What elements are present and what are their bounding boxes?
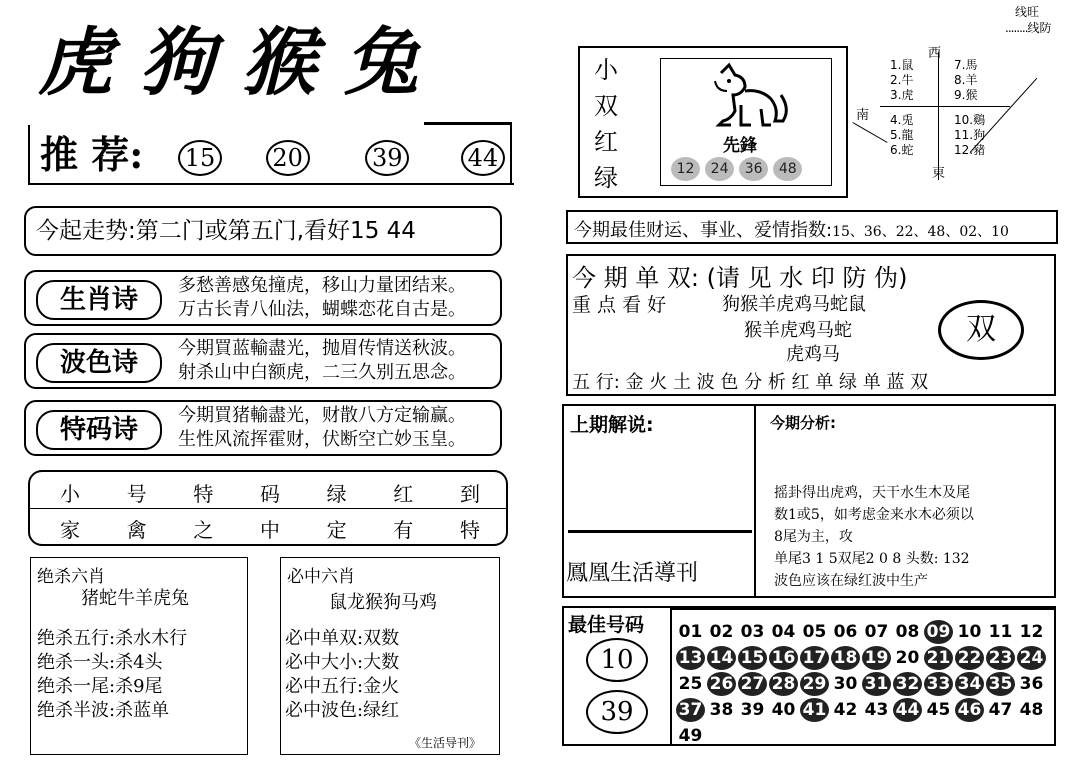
kill-row [37, 624, 187, 650]
number-ball: 18 [831, 646, 860, 670]
kill-row-value: 杀4头 [115, 652, 163, 673]
trend-box [24, 206, 502, 256]
grid-char: 特 [193, 482, 214, 506]
xiaoshuang-char: 绿 [594, 164, 618, 192]
poem-line: 射杀山中白额虎，二三久别五思念。 [178, 362, 466, 383]
grid-char: 小 [60, 482, 80, 506]
best-box [562, 606, 1056, 746]
number-ball: 20 [895, 648, 920, 668]
number-ball: 02 [709, 622, 734, 642]
number-ball: 38 [709, 700, 734, 720]
must-row [285, 696, 399, 722]
must-title: 必中六肖 [287, 567, 355, 587]
must-row [285, 648, 399, 674]
poem-line: 万古长青八仙法，蝴蝶恋花自古是。 [178, 299, 466, 320]
number-ball: 46 [955, 698, 984, 722]
poem-box-special [24, 400, 502, 456]
recommend-number: 44 [461, 140, 505, 176]
poem-line: 今期買猪輸盡光，财散八方定输赢。 [178, 405, 466, 426]
must-row-value: 绿红 [363, 700, 400, 721]
compass-item: 4.兎 [890, 113, 914, 127]
number-ball: 17 [800, 646, 829, 670]
number-ball: 19 [862, 646, 891, 670]
number-ball: 07 [864, 622, 889, 642]
brand: 鳳凰生活導刊 [566, 561, 699, 586]
grid-char: 有 [393, 518, 414, 542]
danshuang-badge: 双 [938, 300, 1024, 360]
number-ball: 21 [924, 646, 953, 670]
recommend-label: 推 荐: [40, 132, 144, 177]
grid-divider [30, 508, 506, 509]
grid-char: 家 [60, 518, 80, 542]
number-ball: 45 [926, 700, 951, 720]
number-ball: 31 [862, 672, 891, 696]
number-ball: 16 [769, 646, 798, 670]
corner-line-text: 线防 [1027, 21, 1052, 35]
page-title: 虎狗猴兔 [38, 20, 446, 106]
number-ball: 26 [707, 672, 736, 696]
grid-char: 到 [459, 482, 480, 506]
xianfeng-label: 先鋒 [723, 136, 757, 156]
must-animals: 鼠龙猴狗马鸡 [329, 592, 437, 613]
recommend-numbers [178, 140, 505, 176]
grid-char: 禽 [126, 518, 147, 542]
must-row-key: 必中单双: [285, 628, 364, 649]
compass-item: 8.羊 [954, 73, 978, 87]
kill-row [37, 696, 169, 722]
poem-line: 多愁善感兔撞虎，移山力量团结来。 [178, 275, 466, 296]
number-ball: 12 [1019, 622, 1044, 642]
analysis-box [562, 404, 1056, 598]
number-ball: 13 [676, 646, 705, 670]
corner-line: 线旺 [1015, 5, 1040, 19]
analysis-line: 摇卦得出虎鸡，天干水生木及尾 [774, 485, 970, 501]
number-ball: 36 [1019, 674, 1044, 694]
number-ball: 47 [988, 700, 1013, 720]
danshuang-box [566, 254, 1056, 396]
number-ball: 44 [893, 698, 922, 722]
analysis-divider [754, 406, 756, 596]
compass-item: 12.豬 [954, 143, 986, 157]
kill-row-key: 绝杀五行: [37, 628, 116, 649]
danshuang-line: 狗猴羊虎鸡马蛇鼠 [722, 294, 866, 315]
grid-row [60, 478, 480, 507]
grid-text-box [28, 470, 508, 546]
number-ball: 06 [833, 622, 858, 642]
compass-item: 3.虎 [890, 88, 914, 102]
compass-vline [938, 52, 939, 180]
best-pick: 10 [586, 638, 648, 682]
number-ball: 49 [678, 726, 703, 746]
danshuang-title: 今 期 单 双: (请 见 水 印 防 伪) [572, 264, 908, 292]
number-ball: 35 [986, 672, 1015, 696]
must-row [285, 672, 399, 698]
xianfeng-ball: 24 [705, 157, 734, 181]
number-ball: 01 [678, 622, 703, 642]
grid-char: 绿 [326, 482, 347, 506]
index-line [574, 216, 1009, 242]
grid-char: 定 [326, 518, 347, 542]
compass-item: 5.龍 [890, 128, 914, 142]
compass-diag [852, 122, 887, 143]
best-grid-row [676, 646, 1052, 672]
number-ball: 05 [802, 622, 827, 642]
kill-animals: 猪蛇牛羊虎兔 [81, 588, 189, 609]
kill-row-value: 杀水木行 [115, 628, 188, 649]
poem-label: 波色诗 [36, 343, 162, 383]
xiaoshuang-char: 红 [594, 128, 618, 156]
compass-right-list [954, 58, 985, 158]
xianfeng-box [660, 58, 832, 186]
compass-item: 6.蛇 [890, 143, 914, 157]
kill-row [37, 672, 163, 698]
kill-row-key: 绝杀半波: [37, 700, 116, 721]
kill-row-key: 绝杀一头: [37, 652, 116, 673]
xiaoshuang-char: 小 [594, 56, 618, 84]
best-grid-row [676, 672, 1052, 698]
must-row-key: 必中五行: [285, 676, 364, 697]
number-ball: 09 [924, 620, 953, 644]
index-label: 今期最佳财运、事业、爱情指数: [574, 220, 833, 241]
index-box [566, 210, 1058, 244]
analysis-underline [568, 530, 752, 533]
number-ball: 10 [957, 622, 982, 642]
compass-east: 東 [932, 166, 946, 181]
xianfeng-ball: 36 [739, 157, 768, 181]
best-grid-row [676, 724, 1052, 746]
poem-line: 生性风流挥霍财，伏断空亡妙玉皇。 [178, 429, 466, 450]
poem-line: 今期買蓝輸盡光，抛眉传情送秋波。 [178, 338, 466, 359]
number-ball: 15 [738, 646, 767, 670]
number-ball: 23 [986, 646, 1015, 670]
number-ball: 48 [1019, 700, 1044, 720]
best-grid-row [676, 698, 1052, 724]
number-ball: 14 [707, 646, 736, 670]
grid-char: 中 [259, 518, 280, 542]
recommend-rightline [510, 122, 512, 185]
grid-char: 之 [193, 518, 214, 542]
number-ball: 41 [800, 698, 829, 722]
poem-box-zodiac [24, 270, 502, 326]
xiaoshuang-char: 双 [594, 92, 618, 120]
danshuang-line: 虎鸡马 [786, 344, 840, 365]
number-ball: 34 [955, 672, 984, 696]
poem-label: 特码诗 [36, 410, 162, 450]
number-ball: 37 [676, 698, 705, 722]
compass-item: 10.鷄 [954, 113, 986, 127]
number-ball: 33 [924, 672, 953, 696]
number-ball: 39 [740, 700, 765, 720]
must-box [280, 557, 500, 755]
poem-label: 生肖诗 [36, 280, 162, 320]
analysis-line: 单尾3 1 5双尾2 0 8 头数: 132 [774, 551, 970, 567]
dog-icon [701, 61, 791, 131]
number-ball: 03 [740, 622, 765, 642]
xianfeng-numbers [671, 157, 802, 181]
compass-west: 西 [928, 46, 942, 61]
danshuang-focus-label: 重 点 看 好 [572, 294, 667, 316]
grid-char: 红 [393, 482, 414, 506]
number-ball: 11 [988, 622, 1013, 642]
must-row [285, 624, 399, 650]
number-ball: 25 [678, 674, 703, 694]
compass-item: 11.狗 [954, 128, 986, 142]
grid-char: 特 [459, 518, 480, 542]
number-ball: 40 [771, 700, 796, 720]
must-row-value: 双数 [363, 628, 400, 649]
cur-label: 今期分析: [770, 414, 836, 432]
number-ball: 30 [833, 674, 858, 694]
danshuang-line: 猴羊虎鸡马蛇 [744, 320, 852, 341]
compass [850, 42, 1060, 187]
poem-box-color [24, 333, 502, 389]
analysis-line: 波色应该在绿红波中生产 [774, 573, 928, 589]
grid-char: 号 [126, 482, 147, 506]
recommend-topline [424, 122, 512, 125]
best-grid-row [676, 620, 1052, 646]
best-pick: 39 [586, 690, 648, 734]
kill-row-value: 杀蓝单 [115, 700, 170, 721]
best-grid [676, 620, 1052, 746]
recommend-number: 15 [178, 140, 222, 176]
analysis-line: 8尾为主，攻 [774, 529, 853, 545]
number-ball: 27 [738, 672, 767, 696]
number-ball: 08 [895, 622, 920, 642]
kill-row-value: 杀9尾 [115, 676, 163, 697]
kill-row-key: 绝杀一尾: [37, 676, 116, 697]
number-ball: 42 [833, 700, 858, 720]
prev-label: 上期解说: [570, 414, 654, 436]
number-ball: 29 [800, 672, 829, 696]
number-ball: 28 [769, 672, 798, 696]
compass-left-list [890, 58, 913, 158]
recommend-number: 39 [365, 140, 409, 176]
compass-south: 南 [856, 108, 870, 123]
corner-note [1005, 4, 1052, 36]
trend-text: 今起走势:第二门或第五门,看好15 44 [36, 218, 416, 244]
xianfeng-ball: 12 [671, 157, 700, 181]
grid-char: 码 [259, 482, 280, 506]
number-ball: 43 [864, 700, 889, 720]
kill-row [37, 648, 163, 674]
analysis-line: 数1或5，如考虑金来水木必须以 [774, 507, 974, 523]
compass-item: 7.馬 [954, 58, 978, 72]
number-ball: 24 [1017, 646, 1046, 670]
must-row-key: 必中大小: [285, 652, 364, 673]
xianfeng-ball: 48 [773, 157, 802, 181]
must-row-value: 金火 [363, 676, 400, 697]
compass-item: 9.猴 [954, 88, 978, 102]
compass-item: 2.牛 [890, 73, 914, 87]
index-values: 15、36、22、48、02、10 [832, 224, 1009, 240]
xiaoshuang-box [578, 46, 848, 198]
must-row-key: 必中波色: [285, 700, 364, 721]
kill-title: 绝杀六肖 [37, 567, 105, 587]
xiaoshuang-col [594, 52, 618, 196]
best-label: 最佳号码 [568, 614, 645, 636]
corner-line: ........线防 [1005, 21, 1052, 35]
number-ball: 32 [893, 672, 922, 696]
kill-box [30, 557, 248, 755]
number-ball: 04 [771, 622, 796, 642]
danshuang-wuxing: 五 行: 金 火 土 波 色 分 析 红 单 绿 单 蓝 双 [572, 372, 929, 393]
must-row-value: 大数 [363, 652, 400, 673]
recommend-number: 20 [266, 140, 310, 176]
compass-item: 1.鼠 [890, 58, 914, 72]
must-footer: 《生活导刊》 [409, 736, 482, 750]
number-ball: 22 [955, 646, 984, 670]
analysis-text [774, 482, 974, 592]
grid-row [60, 514, 480, 543]
